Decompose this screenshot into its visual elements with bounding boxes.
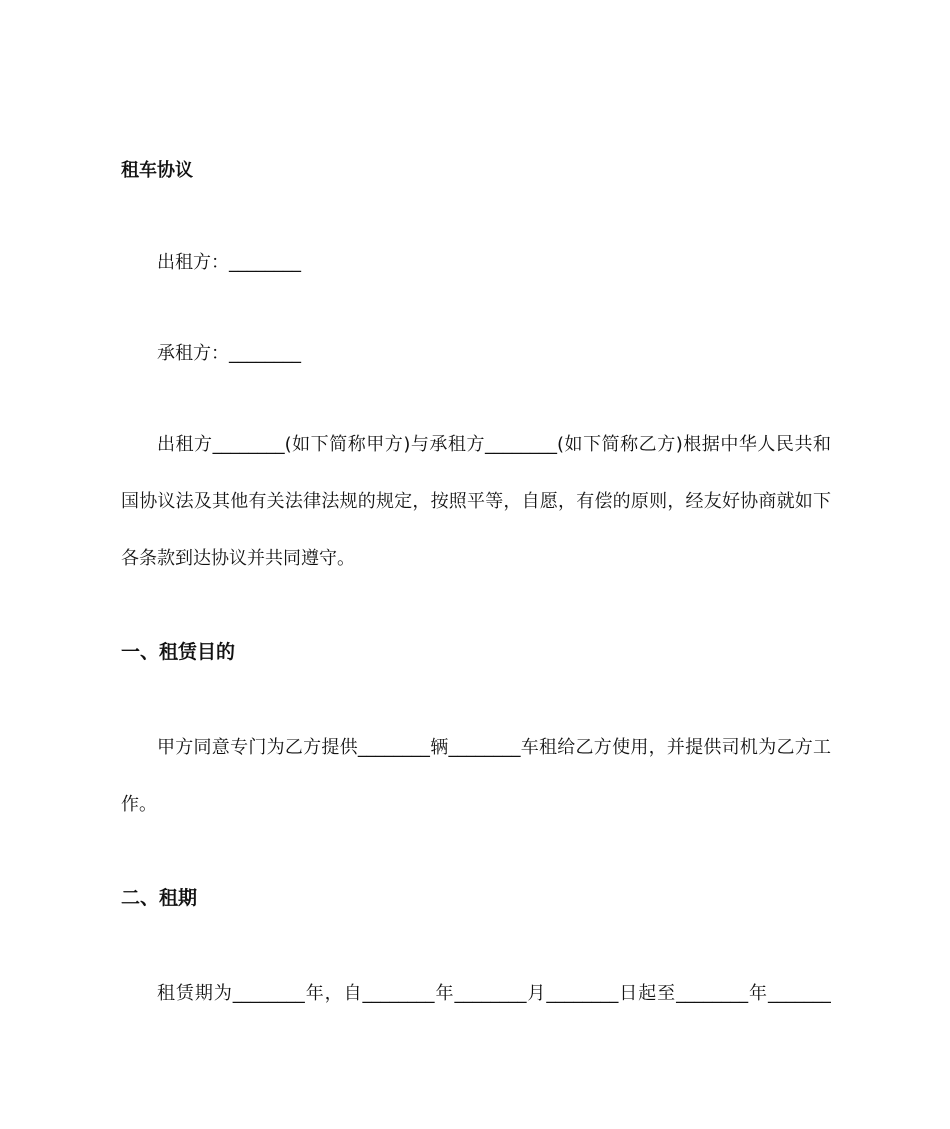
intro-line-2: 国协议法及其他有关法律法规的规定，按照平等，自愿，有偿的原则，经友好协商就如下 — [121, 491, 831, 512]
section-2-heading: 二、租期 — [121, 887, 198, 909]
section-1-line-2: 作。 — [121, 794, 157, 815]
section-2-line-1: 租赁期为________年，自________年________月________日起至________年_______ — [157, 983, 831, 1004]
document-title: 租车协议 — [121, 160, 193, 181]
lessee-line: 承租方：________ — [157, 343, 301, 364]
intro-line-3: 各条款到达协议并共同遵守。 — [121, 548, 355, 569]
section-1-line-1: 甲方同意专门为乙方提供________辆________车租给乙方使用，并提供司机为乙方工 — [157, 737, 831, 758]
intro-line-1: 出租方________(如下简称甲方)与承租方________(如下简称乙方)根据中华人民共和 — [157, 434, 831, 455]
lessor-line: 出租方：________ — [157, 252, 301, 273]
section-1-heading: 一、租赁目的 — [121, 641, 236, 663]
